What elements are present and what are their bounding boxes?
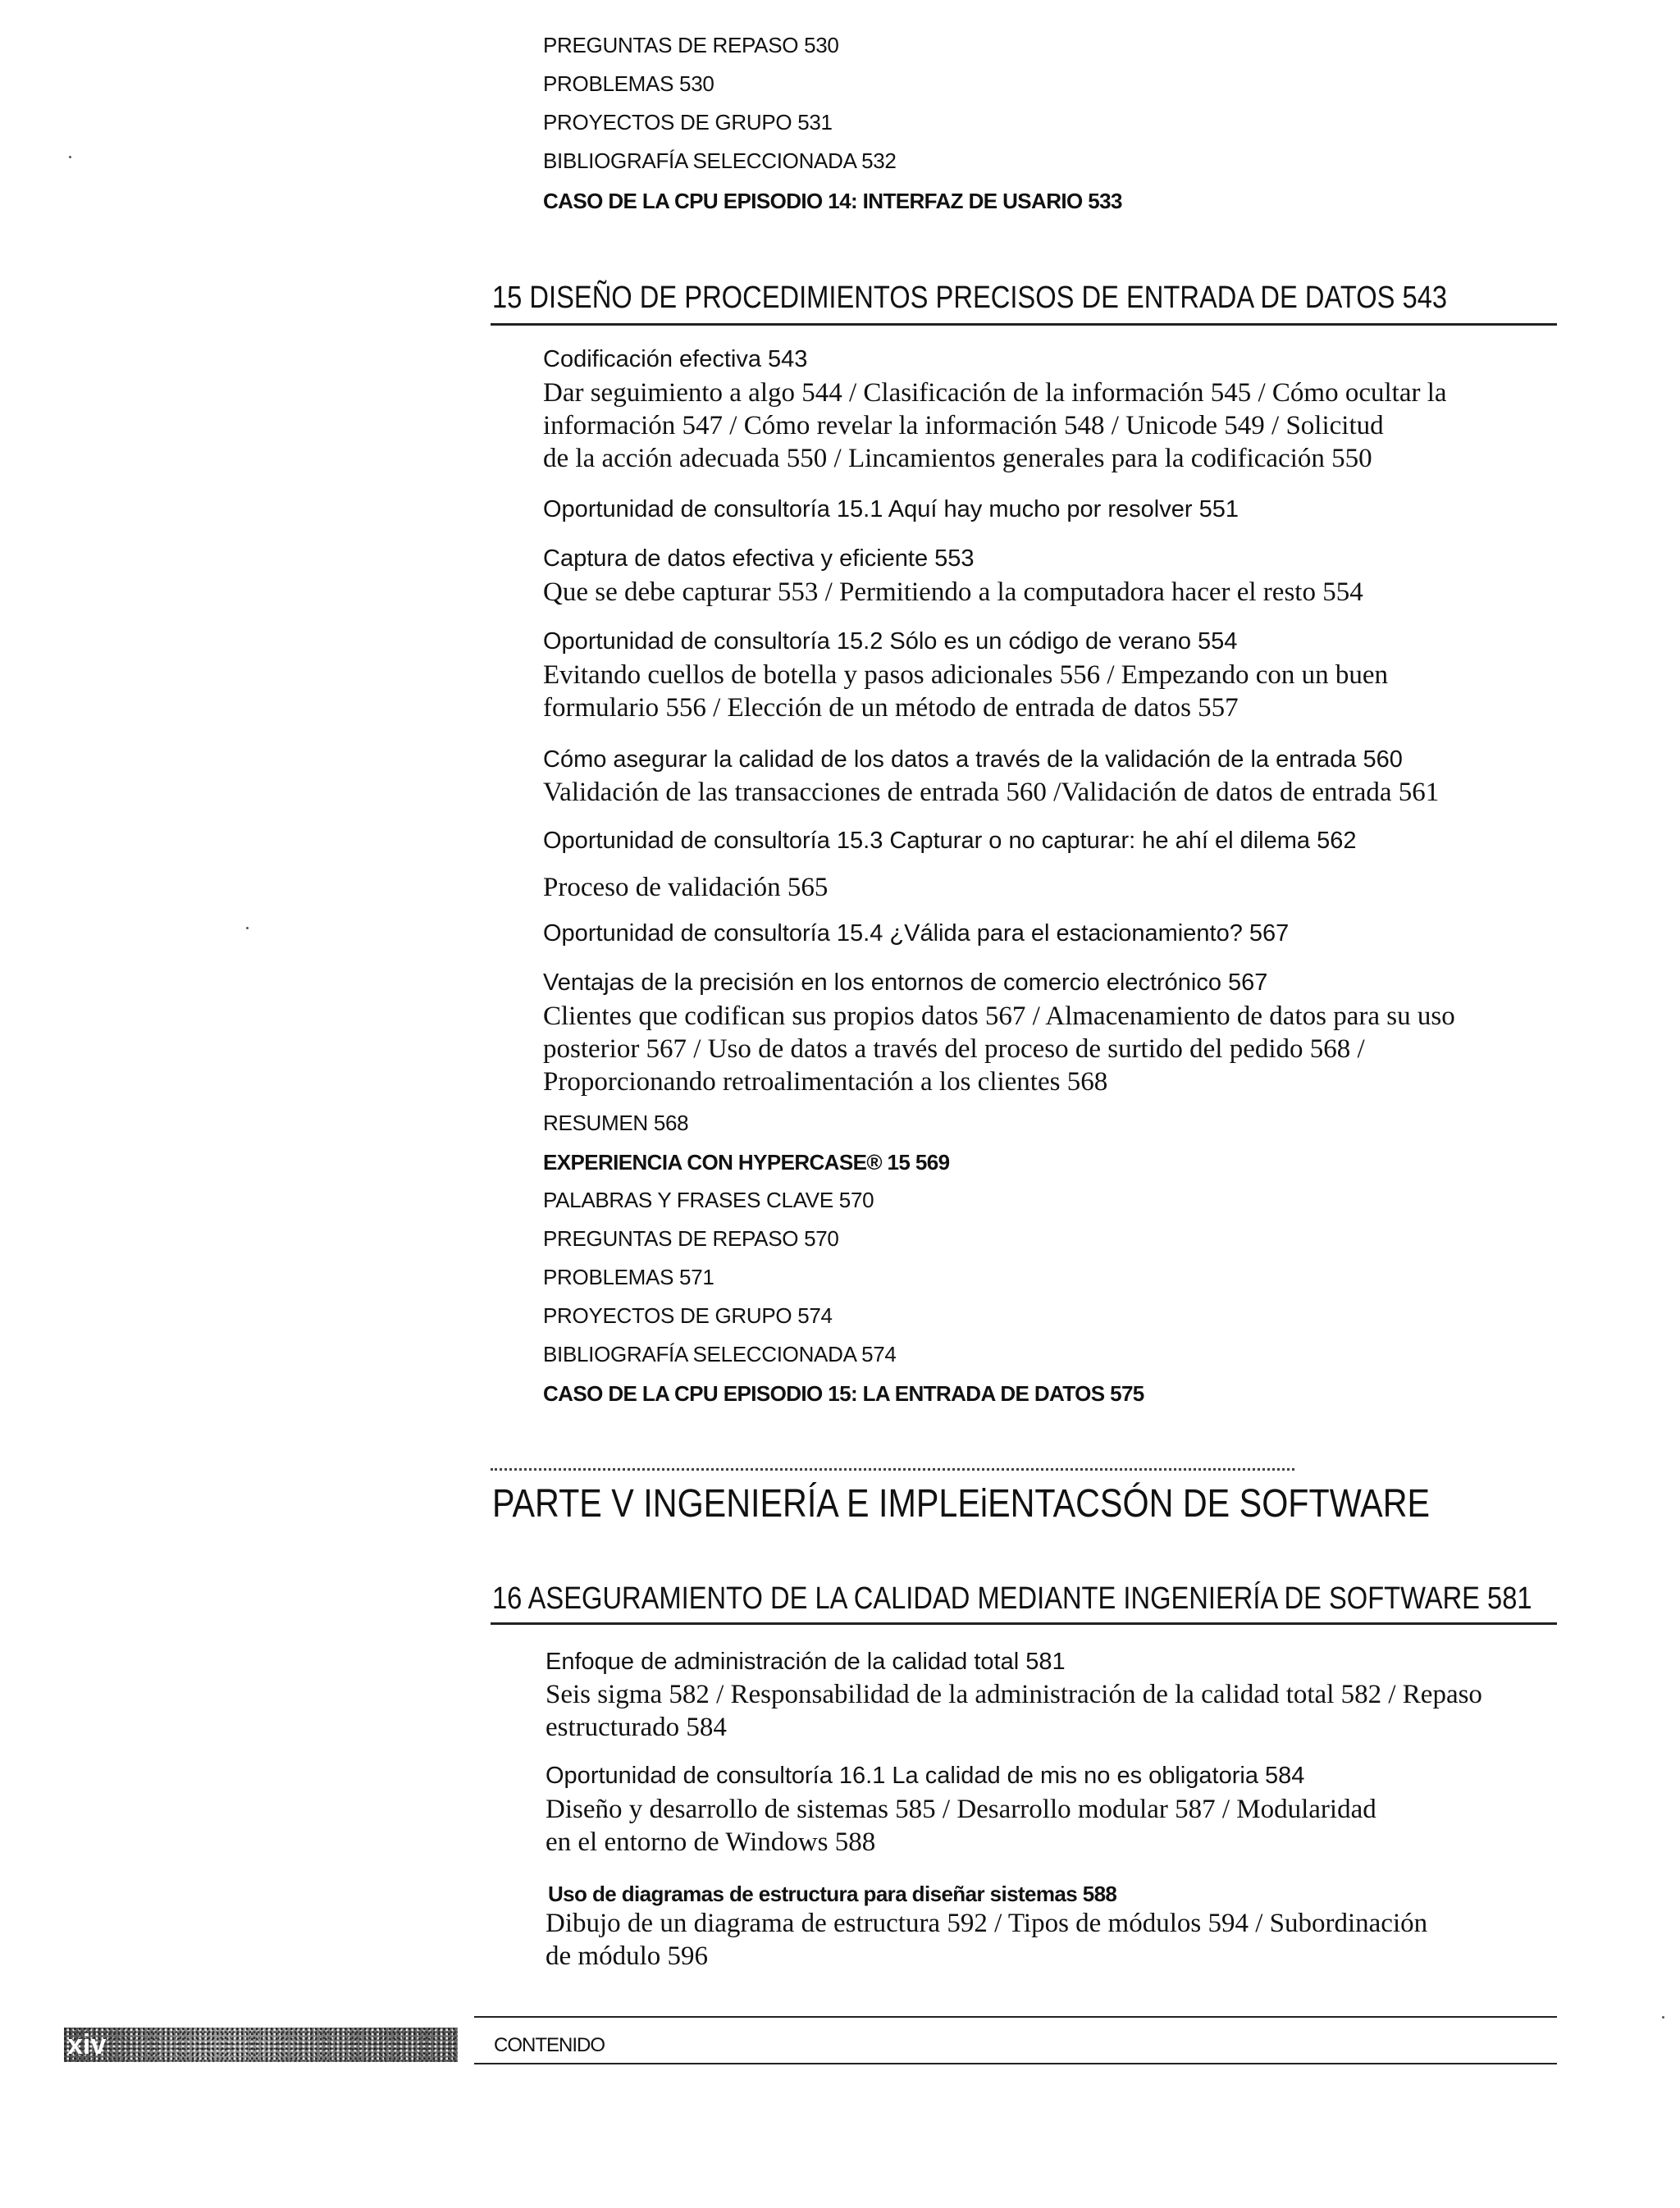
ch15-section-codificacion-body-1: Dar seguimiento a algo 544 / Clasificación de la información 545 / Cómo ocultar la [543,378,1447,408]
chapter-15-rule [491,323,1557,326]
ch16-section-tqm: Enfoque de administración de la calidad total 581 [546,1649,1066,1675]
ch15-section-comercio: Ventajas de la precisión en los entornos de comercio electrónico 567 [543,969,1268,996]
ch15-consultoria-15-3: Oportunidad de consultoría 15.3 Capturar o no capturar: he ahí el dilema 562 [543,828,1357,854]
ch16-section-tqm-body-2: estructurado 584 [546,1713,727,1742]
ch15-consultoria-15-4: Oportunidad de consultoría 15.4 ¿Válida para el estacionamiento? 567 [543,920,1290,947]
ch15-resumen: RESUMEN 568 [543,1111,689,1135]
ch16-consultoria-16-1: Oportunidad de consultoría 16.1 La calidad de mis no es obligatoria 584 [546,1763,1305,1789]
ch15-section-calidad-datos-body-1: Validación de las transacciones de entrada 560 /Validación de datos de entrada 561 [543,778,1440,807]
chapter-15-title: 15 DISEÑO DE PROCEDIMIENTOS PRECISOS DE ENTRADA DE DATOS 543 [492,281,1448,315]
toc-line-problemas: PROBLEMAS 530 [543,71,714,96]
ch15-problemas: PROBLEMAS 571 [543,1265,714,1289]
ch15-case-15: CASO DE LA CPU EPISODIO 15: LA ENTRADA DE DATOS 575 [543,1381,1144,1406]
ch15-section-captura: Captura de datos efectiva y eficiente 553 [543,545,975,572]
ch16-consultoria-16-1-body-2: en el entorno de Windows 588 [546,1827,876,1857]
part-v-dotted-rule [491,1468,1294,1471]
ch15-section-codificacion-body-3: de la acción adecuada 550 / Lincamientos generales para la codificación 550 [543,444,1372,473]
ch15-consultoria-15-2-body-2: formulario 556 / Elección de un método de entrada de datos 557 [543,693,1239,723]
scan-speck [1662,2016,1664,2019]
ch15-section-codificacion-body-2: información 547 / Cómo revelar la información 548 / Unicode 549 / Solicitud [543,411,1384,440]
chapter-16-rule [491,1622,1557,1625]
ch16-consultoria-16-1-body-1: Diseño y desarrollo de sistemas 585 / Desarrollo modular 587 / Modularidad [546,1795,1376,1824]
ch15-palabras-clave: PALABRAS Y FRASES CLAVE 570 [543,1188,874,1212]
ch15-preguntas: PREGUNTAS DE REPASO 570 [543,1226,839,1251]
ch16-section-tqm-body-1: Seis sigma 582 / Responsabilidad de la administración de la calidad total 582 / Repaso [546,1680,1482,1709]
ch15-consultoria-15-2: Oportunidad de consultoría 15.2 Sólo es un código de verano 554 [543,628,1238,655]
ch15-consultoria-15-3-body-1: Proceso de validación 565 [543,873,829,902]
scan-speck [246,927,249,929]
ch15-consultoria-15-1: Oportunidad de consultoría 15.1 Aquí hay mucho por resolver 551 [543,496,1239,522]
ch15-hypercase: EXPERIENCIA CON HYPERCASE® 15 569 [543,1150,950,1175]
ch15-section-comercio-body-1: Clientes que codifican sus propios datos 567 / Almacenamiento de datos para su uso [543,1001,1455,1031]
ch16-section-diagramas-body-1: Dibujo de un diagrama de estructura 592 / Tipos de módulos 594 / Subordinación [546,1909,1428,1938]
scan-speck [69,156,71,158]
toc-line-preguntas: PREGUNTAS DE REPASO 530 [543,33,839,57]
ch15-section-codificacion: Codificación efectiva 543 [543,346,808,372]
toc-line-bibliografia: BIBLIOGRAFÍA SELECCIONADA 532 [543,148,897,173]
ch15-section-calidad-datos: Cómo asegurar la calidad de los datos a través de la validación de la entrada 560 [543,746,1403,773]
chapter-16-title: 16 ASEGURAMIENTO DE LA CALIDAD MEDIANTE INGENIERÍA DE SOFTWARE 581 [492,1581,1532,1616]
folio-bar [64,2028,458,2062]
ch16-section-diagramas-body-2: de módulo 596 [546,1941,708,1971]
ch15-proyectos: PROYECTOS DE GRUPO 574 [543,1303,833,1328]
page-number: xiv [67,2029,107,2060]
ch15-section-comercio-body-3: Proporcionando retroalimentación a los clientes 568 [543,1067,1108,1097]
toc-line-case-14: CASO DE LA CPU EPISODIO 14: INTERFAZ DE USARIO 533 [543,189,1122,213]
toc-line-proyectos: PROYECTOS DE GRUPO 531 [543,110,833,135]
footer-bottom-rule [474,2063,1557,2064]
ch15-section-captura-body-1: Que se debe capturar 553 / Permitiendo a la computadora hacer el resto 554 [543,577,1363,607]
ch15-bibliografia: BIBLIOGRAFÍA SELECCIONADA 574 [543,1342,897,1366]
ch15-section-comercio-body-2: posterior 567 / Uso de datos a través del proceso de surtido del pedido 568 / [543,1034,1365,1064]
ch16-section-diagramas: Uso de diagramas de estructura para diseñar sistemas 588 [548,1882,1117,1906]
ch15-consultoria-15-2-body-1: Evitando cuellos de botella y pasos adicionales 556 / Empezando con un buen [543,660,1389,690]
footer-top-rule [474,2016,1557,2018]
running-head: CONTENIDO [494,2034,605,2056]
part-v-title: PARTE V INGENIERÍA E IMPLEiENTACSÓN DE SOFTWARE [492,1482,1431,1526]
